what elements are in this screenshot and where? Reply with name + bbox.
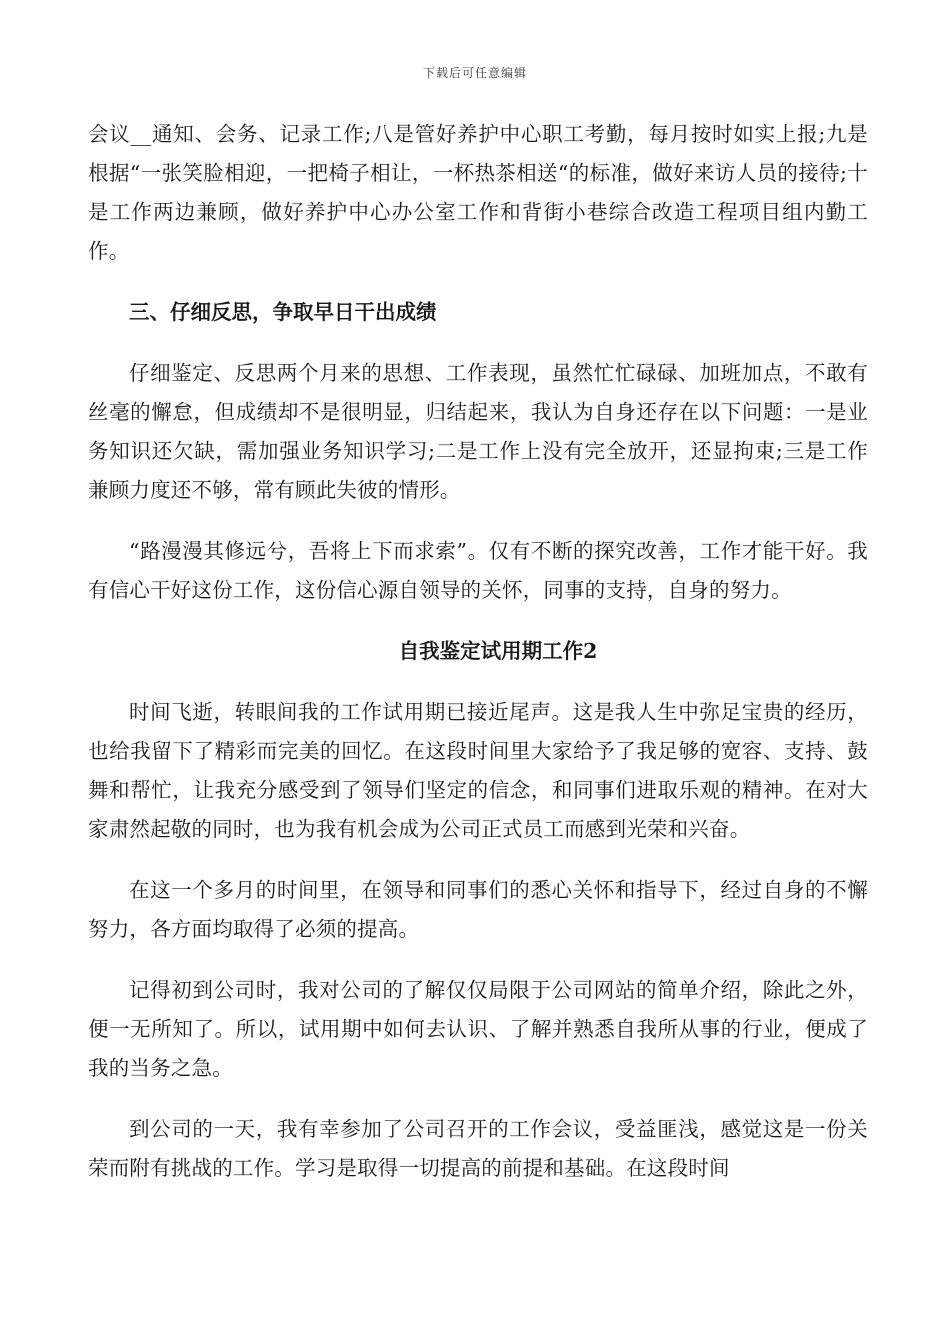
paragraph-first-days: 记得初到公司时，我对公司的了解仅仅局限于公司网站的简单介绍，除此之外，便一无所知了。所以，试用期中如何去认识、了解并熟悉自我所从事的行业，便成了我的当务之急。 xyxy=(88,978,868,1080)
document-title-2: 自我鉴定试用期工作2 xyxy=(398,639,598,663)
paragraph-intro: 时间飞逝，转眼间我的工作试用期已接近尾声。这是我人生中弥足宝贵的经历，也给我留下了精彩而完美的回忆。在这段时间里大家给予了我足够的宽容、支持、鼓舞和帮忙，让我充分感受到了领导们坚定的信念，和同事们进取乐观的精神。在对大家肃然起敬的同时，也为我有机会成为公司正式员工而感到光荣和兴奋。 xyxy=(88,700,868,841)
page-header: 下载后可任意编辑 xyxy=(422,66,527,80)
paragraph-meeting: 到公司的一天，我有幸参加了公司召开的工作会议，受益匪浅，感觉这是一份关荣而附有挑战的工作。学习是取得一切提高的前提和基础。在这段时间 xyxy=(88,1117,868,1180)
paragraph-duties-continued: 会议__通知、会务、记录工作;八是管好养护中心职工考勤，每月按时如实上报;九是根据“一张笑脸相迎，一把椅子相让，一杯热茶相送“的标准，做好来访人员的接待;十是工作两边兼顾，做好养护中心办公室工作和背街小巷综合改造工程项目组内勤工作。 xyxy=(88,122,868,263)
section-heading-reflection: 三、仔细反思，争取早日干出成绩 xyxy=(129,300,437,324)
paragraph-reflection: 仔细鉴定、反思两个月来的思想、工作表现，虽然忙忙碌碌、加班加点，不敢有丝毫的懈怠，但成绩却不是很明显，归结起来，我认为自身还存在以下问题：一是业务知识还欠缺，需加强业务知识学习;二是工作上没有完全放开，还显拘束;三是工作兼顾力度还不够，常有顾此失彼的情形。 xyxy=(88,361,868,502)
paragraph-quote: “路漫漫其修远兮，吾将上下而求索”。仅有不断的探究改善，工作才能干好。我有信心干好这份工作，这份信心源自领导的关怀，同事的支持，自身的努力。 xyxy=(88,539,868,602)
document-body xyxy=(88,115,868,1210)
paragraph-progress: 在这一个多月的时间里，在领导和同事们的悉心关怀和指导下，经过自身的不懈努力，各方面均取得了必须的提高。 xyxy=(88,878,868,941)
